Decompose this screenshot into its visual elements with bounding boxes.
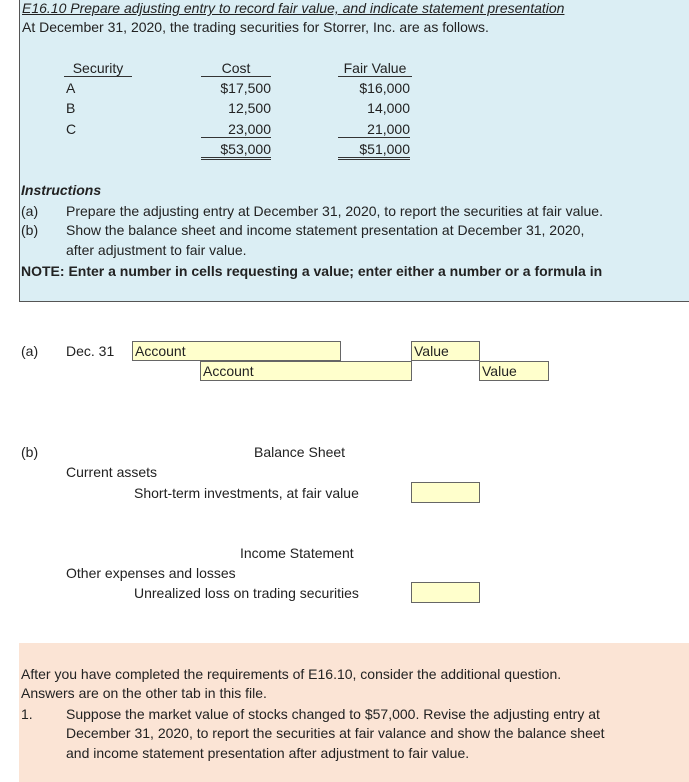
security-cell: B	[66, 100, 76, 116]
credit-value-input[interactable]: Value	[479, 361, 549, 381]
cost-cell: 12,500	[228, 100, 271, 116]
entry-date: Dec. 31	[66, 343, 115, 359]
fair-value-cell: 21,000	[338, 121, 410, 138]
instruction-b-label: (b)	[21, 222, 39, 238]
instruction-b-text-cont: after adjustment to fair value.	[66, 242, 247, 258]
fair-value-cell: $16,000	[359, 80, 410, 96]
cost-header: Cost	[201, 60, 271, 77]
unrealized-loss-input[interactable]	[411, 582, 480, 603]
security-cell: C	[66, 121, 77, 137]
debit-value-input[interactable]: Value	[411, 341, 480, 361]
cost-cell: $17,500	[220, 80, 271, 96]
question-1-text-cont: December 31, 2020, to report the securities at fair valance and show the balance sheet	[66, 725, 605, 741]
note-text: NOTE: Enter a number in cells requesting a value; enter either a number or a formula in	[21, 263, 603, 279]
part-b-label: (b)	[21, 444, 39, 460]
fair-value-total: $51,000	[338, 141, 410, 160]
problem-title: E16.10 Prepare adjusting entry to record fair value, and indicate statement presentation	[22, 0, 565, 16]
security-cell: A	[66, 80, 76, 96]
question-1-text-end: and income statement presentation after adjustment to fair value.	[66, 745, 470, 761]
instruction-b-text: Show the balance sheet and income statement presentation at December 31, 2020,	[66, 222, 585, 238]
instruction-a-label: (a)	[21, 203, 39, 219]
balance-sheet-heading: Balance Sheet	[254, 444, 346, 460]
cost-total: $53,000	[201, 141, 271, 160]
problem-intro: At December 31, 2020, the trading securities for Storrer, Inc. are as follows.	[22, 19, 489, 35]
question-1-label: 1.	[21, 706, 33, 722]
credit-account-input[interactable]: Account	[200, 361, 412, 381]
short-term-investments-input[interactable]	[411, 482, 480, 503]
additional-intro-cont: Answers are on the other tab in this file.	[21, 685, 267, 701]
part-a-label: (a)	[21, 343, 39, 359]
other-expenses-label: Other expenses and losses	[66, 565, 236, 581]
instructions-heading: Instructions	[21, 182, 102, 198]
unrealized-loss-label: Unrealized loss on trading securities	[134, 585, 359, 601]
short-term-investments-label: Short-term investments, at fair value	[134, 485, 359, 501]
additional-intro: After you have completed the requirements of E16.10, consider the additional question.	[21, 666, 562, 682]
instruction-a-text: Prepare the adjusting entry at December 31, 2020, to report the securities at fair value.	[66, 203, 603, 219]
fair-value-cell: 14,000	[367, 100, 410, 116]
current-assets-label: Current assets	[66, 464, 158, 480]
cost-cell: 23,000	[201, 121, 271, 138]
question-1-text: Suppose the market value of stocks changed to $57,000. Revise the adjusting entry at	[66, 706, 600, 722]
debit-account-input[interactable]: Account	[132, 341, 341, 361]
income-statement-heading: Income Statement	[240, 545, 354, 561]
security-header: Security	[64, 60, 132, 77]
fair-value-header: Fair Value	[338, 60, 412, 77]
